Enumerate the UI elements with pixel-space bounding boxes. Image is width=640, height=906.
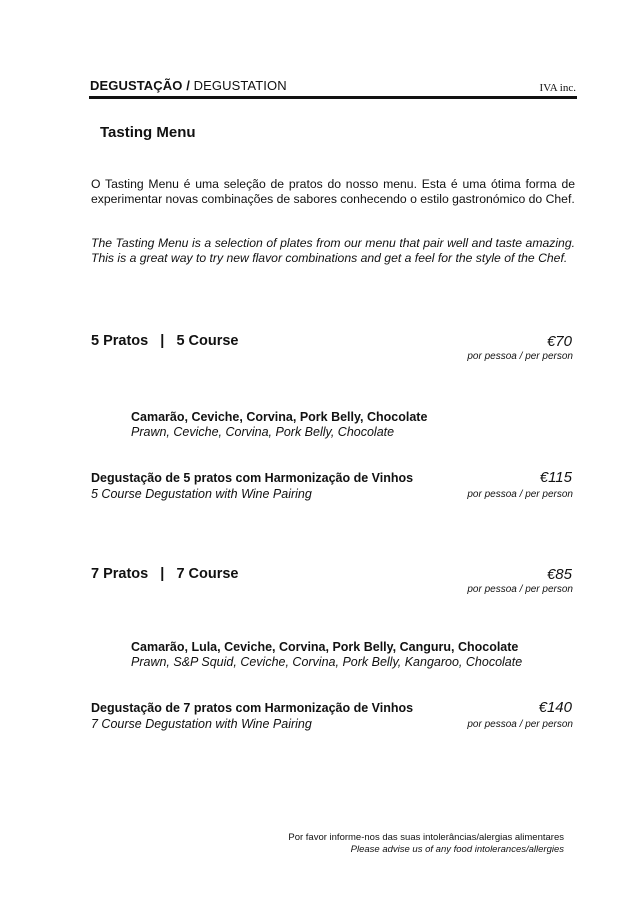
footer-note-en: Please advise us of any food intolerances/allergies bbox=[350, 844, 564, 855]
pairing-en-5: 5 Course Degustation with Wine Pairing bbox=[91, 487, 312, 501]
course-price-7: €85 bbox=[546, 566, 572, 583]
tax-note: IVA inc. bbox=[539, 82, 576, 94]
pairing-pt-7: Degustação de 7 pratos com Harmonização de Vinhos bbox=[91, 701, 414, 715]
intro-pt: O Tasting Menu é uma seleção de pratos do nosso menu. Esta é uma ótima forma de experimentar novas combinações de sabores conhecendo o estilo gastronómico do Chef. bbox=[91, 177, 575, 206]
course-per-person-7: por pessoa / per person bbox=[467, 584, 573, 595]
pairing-pt-5: Degustação de 5 pratos com Harmonização de Vinhos bbox=[91, 471, 414, 485]
dishes-en-5: Prawn, Ceviche, Corvina, Pork Belly, Chocolate bbox=[131, 425, 395, 439]
footer-note-pt: Por favor informe-nos das suas intolerâncias/alergias alimentares bbox=[288, 832, 564, 843]
dishes-pt-7: Camarão, Lula, Ceviche, Corvina, Pork Belly, Canguru, Chocolate bbox=[131, 640, 519, 654]
dishes-pt-5: Camarão, Ceviche, Corvina, Pork Belly, Chocolate bbox=[131, 410, 428, 424]
dishes-en-7: Prawn, S&P Squid, Ceviche, Corvina, Pork Belly, Kangaroo, Chocolate bbox=[131, 655, 523, 669]
intro-en: The Tasting Menu is a selection of plates from our menu that pair well and taste amazing. This is a great way to try new flavor combinations and get a feel for the style of the Chef. bbox=[91, 236, 575, 265]
header-title-pt: DEGUSTAÇÃO / bbox=[90, 78, 190, 93]
course-title-7: 7 Pratos | 7 Course bbox=[91, 566, 239, 582]
pairing-per-person-5: por pessoa / per person bbox=[467, 489, 573, 500]
course-price-5: €70 bbox=[546, 333, 572, 350]
pairing-en-7: 7 Course Degustation with Wine Pairing bbox=[91, 717, 312, 731]
header-title-en: DEGUSTATION bbox=[189, 78, 287, 93]
pairing-price-7: €140 bbox=[538, 699, 572, 716]
pairing-price-5: €115 bbox=[539, 469, 572, 486]
header-title bbox=[90, 78, 287, 93]
course-per-person-5: por pessoa / per person bbox=[467, 351, 573, 362]
header-divider bbox=[89, 96, 577, 99]
course-title-5: 5 Pratos | 5 Course bbox=[91, 333, 239, 349]
page-title: Tasting Menu bbox=[100, 124, 196, 141]
pairing-per-person-7: por pessoa / per person bbox=[467, 719, 573, 730]
